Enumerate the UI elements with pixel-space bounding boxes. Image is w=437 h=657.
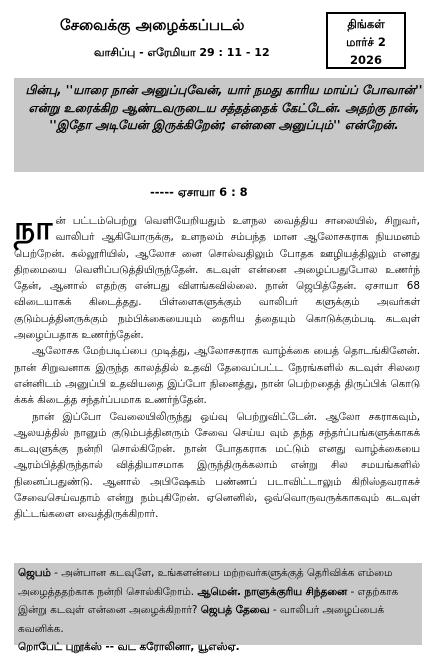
- scripture-reading: வாசிப்பு - எரேமியா 29 : 11 - 12: [94, 46, 270, 59]
- key-verse: பின்பு, ''யாரை நான் அனுப்புவேன், யார் நமது காரிய மாய்ப் போவான்'' என்று உரைக்கிற ஆண்டவருடைய சத்தத்தைக் கேட்டேன். அதற்கு நான், ''இதோ அடியேன் இருக்கிறேன்; என்னை அனுப்பும்'' என்றேன்.: [25, 83, 423, 132]
- prayer-label: ஜெபம்: [18, 567, 51, 579]
- page-title: சேவைக்கு அழைக்கப்படல்: [60, 16, 245, 34]
- drop-cap: நா: [14, 208, 53, 247]
- date-year: 2026: [349, 53, 382, 67]
- paragraph-2: ஆலோசக மேற்படிப்பை முடித்து, ஆலோசகராக வாழ்க்கை யைத் தொடங்கினேன். நான் சிறுவனாக இருந்த காலத்தில் உதவி தேவைப்பட்ட நேரங்களில் கடவுள் சிலரை என்னிடம் அனுப்பி உதவியதை இப்போ நினைத்து, நான் பெற்றதைத் திருப்பிக் கொடு க்கக் கிடைத்த சந்தர்ப்பமாக உணர்ந்தேன்.: [14, 345, 420, 407]
- date-box: [326, 12, 406, 69]
- devotional-body: [14, 208, 420, 523]
- verse-reference: ----- ஏசாயா 6 : 8: [150, 185, 248, 199]
- paragraph-3: நான் இப்போ வேலையிலிருந்து ஒய்வு பெற்றுவிட்டேன். ஆலோ சகராகவும், ஆலயத்தில் நானும் குடும்பத்தினரும் சேவை செய்ய வும் தந்த சந்தர்ப்பங்களுக்காகக் கடவுளுக்கு நன்றி சொல்கிறேன். நான் போதகராக மட்டும் எனது வாழ்க்கையை ஆரம்பித்திருந்தால் வித்தியாசமாக இருந்திருக்கலாம் என்று சில சமயங்களில் நினைப்பதுண்டு. ஆனால் அபிஷேகம் பண்ணப் படாவிட்டாலும் கிறிஸ்தவராகச் சேவைசெய்வதாம் என்று நம்புகிறேன். ஏனெனில், ஒவ்வொருவருக்காகவும் கடவுள் திட்டங்களை வைத்திருக்கிறார்.: [14, 410, 420, 521]
- thought-label: நாளுக்குரிய சிந்தனை: [244, 585, 348, 598]
- paragraph-1-text: ன் பட்டம்பெற்று வெளியேறியதும் உளநல வைத்திய சாலையில், சிறுவர், வாலிபர் ஆகியோருக்கு, உளநலம் சம்பந்த மான ஆலோசகராக நியமனம் பெற்றேன். கல்லூரியில், ஆலோச னை சொல்வதிலும் போதக ஊழியத்திலும் எனது திறமையை வெளிப்படுத்தியிருந்தேன். கடவுள் என்னை அழைப்பதுபோல உணர்ந் தேன், ஆனால் எதற்கு என்பது விளங்கவில்லை. நான் ஜெபித்தேன். ஏசாயா 68 விடையாகக் கிடைத்தது. பிள்ளைகளுக்கும் வாலிபர் களுக்கும் அவர்கள் குடும்பத்தினருக்கும் நம்பிக்கையையும் தைரிய த்தையும் கொடுக்கும்படி கடவுள் அழைப்பதாக உணர்ந்தேன்.: [14, 215, 420, 342]
- footer-section: [18, 564, 420, 657]
- author-line: றொபேட் புறூக்ஸ் -- வட கரோலினா, யூஎஸ்ஏ.: [18, 641, 240, 653]
- prayer-text: - அன்பான கடவுளே, உங்களன்பை மற்றவர்களுக்குத் தெரிவிக்க எம்மை அழைத்ததற்காக நன்றி சொல்கிறோம்.: [18, 567, 393, 598]
- prayer-topic-text: - வாலிபர் அழைப்பைக் கவனிக்க.: [18, 604, 385, 635]
- thought-text: - எதற்காக இன்று கடவுள் என்னை அழைக்கிறார்?: [18, 585, 399, 616]
- date-day: திங்கள்: [347, 17, 385, 31]
- paragraph-1: [14, 208, 420, 343]
- amen-label: ஆமென்.: [197, 585, 242, 598]
- prayer-topic-label: ஜெபத் தேவை: [200, 604, 270, 616]
- date-month-day: மார்ச் 2: [346, 35, 386, 49]
